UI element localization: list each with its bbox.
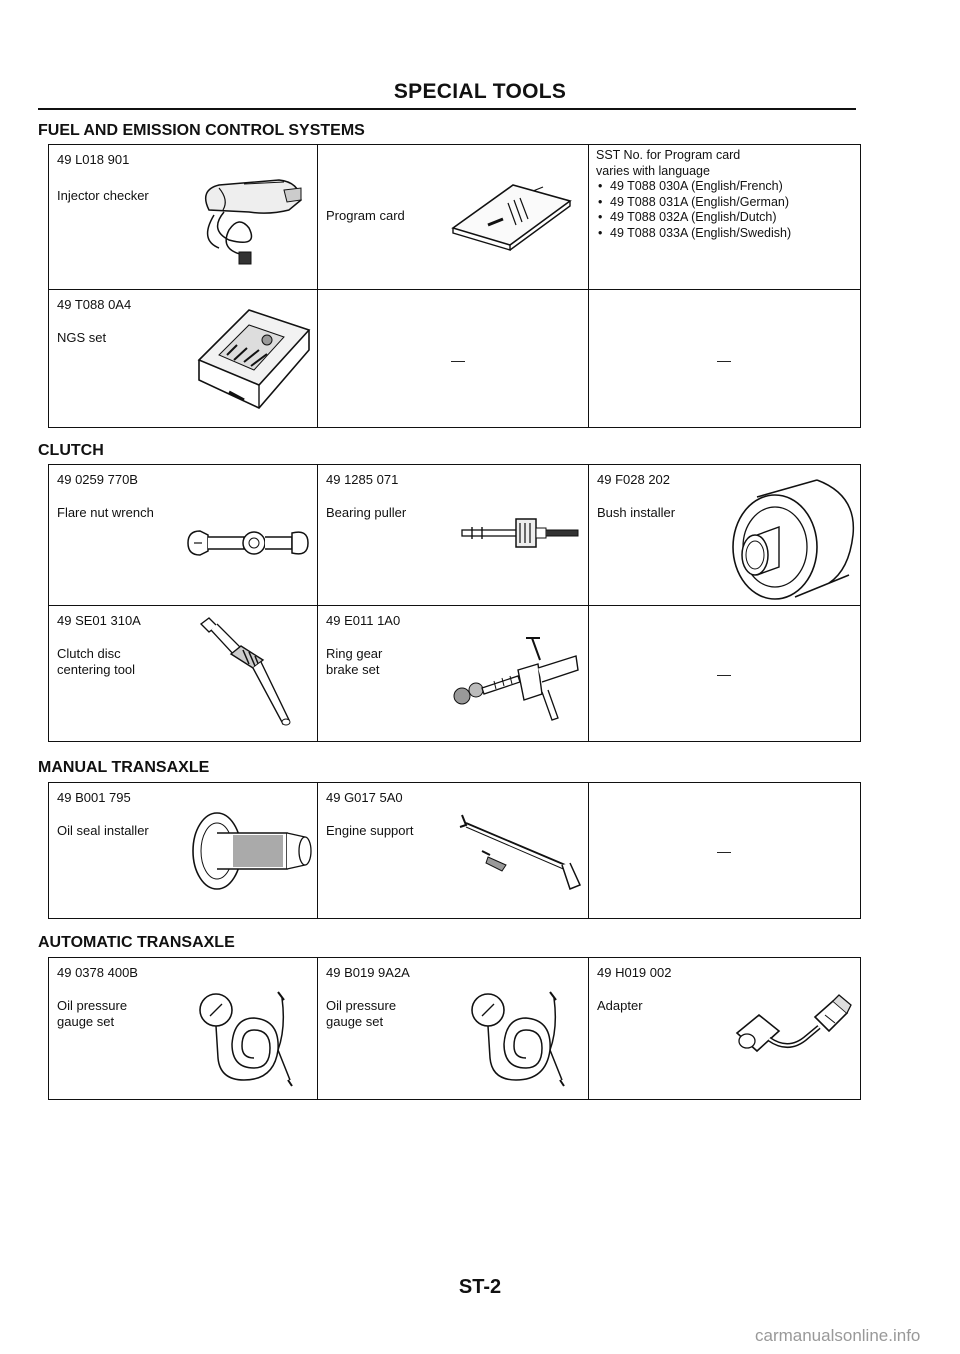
tool-cell-bearing-puller	[318, 465, 589, 606]
tool-cell-oil-seal-installer	[49, 783, 318, 919]
tool-cell-injector-checker	[49, 145, 318, 290]
part-number: 49 1285 071	[326, 472, 399, 487]
tool-name: Engine support	[326, 823, 414, 838]
section-heading-manual: MANUAL TRANSAXLE	[38, 759, 210, 776]
tool-cell-engine-support	[318, 783, 589, 919]
tool-name: Oil pressure gauge set	[326, 998, 397, 1029]
tool-cell-clutch-disc-centering-tool	[49, 606, 318, 742]
tool-name: Ring gear brake set	[326, 646, 383, 677]
tool-cell-adapter	[589, 958, 861, 1100]
ring-gear-brake-set-icon	[448, 634, 583, 729]
list-item: • 49 T088 030A (English/French)	[596, 179, 791, 195]
tool-name: Injector checker	[57, 188, 149, 203]
program-card-icon	[448, 183, 573, 253]
program-card-note	[596, 148, 791, 241]
flare-nut-wrench-icon	[184, 523, 312, 563]
section-heading-automatic: AUTOMATIC TRANSAXLE	[38, 934, 235, 951]
tool-name: Clutch disc centering tool	[57, 646, 136, 677]
automatic-tools-table	[48, 957, 861, 1100]
tool-cell-empty	[589, 290, 861, 428]
oil-pressure-gauge-icon	[194, 988, 309, 1088]
part-number: 49 0259 770B	[57, 472, 138, 487]
tool-cell-flare-nut-wrench	[49, 465, 318, 606]
tool-name: Oil seal installer	[57, 823, 149, 838]
tool-name: Program card	[326, 208, 405, 223]
part-number: 49 H019 002	[597, 965, 672, 980]
tool-cell-ngs-set	[49, 290, 318, 428]
oil-seal-installer-icon	[187, 811, 317, 891]
fuel-tools-table	[48, 144, 861, 428]
bush-installer-icon	[717, 475, 857, 600]
manual-tools-table	[48, 782, 861, 919]
list-item: • 49 T088 033A (English/Swedish)	[596, 226, 791, 242]
part-number: 49 B019 9A2A	[326, 965, 410, 980]
oil-pressure-gauge-icon	[466, 988, 581, 1088]
tool-name: Bush installer	[597, 505, 676, 520]
list-item: • 49 T088 032A (English/Dutch)	[596, 210, 791, 226]
tool-cell-program-card	[318, 145, 589, 290]
injector-checker-icon	[189, 170, 309, 275]
bearing-puller-icon	[458, 513, 583, 553]
part-number: 49 0378 400B	[57, 965, 138, 980]
page-title: SPECIAL TOOLS	[393, 80, 567, 103]
tool-name: Bearing puller	[326, 505, 407, 520]
tool-cell-oil-pressure-gauge-set-1	[49, 958, 318, 1100]
tool-cell-bush-installer	[589, 465, 861, 606]
tool-name: Oil pressure gauge set	[57, 998, 128, 1029]
part-number: 49 F028 202	[597, 472, 671, 487]
part-number: 49 T088 0A4	[57, 297, 132, 312]
tool-cell-empty	[589, 783, 861, 919]
language-list	[596, 179, 791, 241]
part-number: 49 B001 795	[57, 790, 131, 805]
page-number: ST-2	[458, 1276, 502, 1298]
tool-name: NGS set	[57, 330, 107, 345]
clutch-disc-centering-tool-icon	[191, 616, 291, 736]
tool-cell-empty	[589, 606, 861, 742]
title-rule	[38, 108, 856, 110]
empty-dash: —	[717, 666, 731, 682]
footer-watermark: carmanualsonline.info	[755, 1326, 921, 1345]
note-intro: SST No. for Program card varies with language	[596, 148, 741, 178]
section-heading-clutch: CLUTCH	[38, 442, 104, 459]
part-number: 49 G017 5A0	[326, 790, 403, 805]
engine-support-icon	[458, 811, 583, 891]
tool-cell-empty	[318, 290, 589, 428]
adapter-icon	[729, 993, 854, 1063]
part-number: 49 E011 1A0	[326, 613, 401, 628]
tool-name: Flare nut wrench	[57, 505, 154, 520]
tool-name: Adapter	[597, 998, 643, 1013]
section-heading-fuel: FUEL AND EMISSION CONTROL SYSTEMS	[38, 122, 365, 139]
part-number: 49 SE01 310A	[57, 613, 141, 628]
clutch-tools-table	[48, 464, 861, 742]
tool-cell-oil-pressure-gauge-set-2	[318, 958, 589, 1100]
tool-cell-program-card-note	[589, 145, 861, 290]
empty-dash: —	[717, 352, 731, 368]
tool-cell-ring-gear-brake-set	[318, 606, 589, 742]
part-number: 49 L018 901	[57, 152, 130, 167]
list-item: • 49 T088 031A (English/German)	[596, 195, 791, 211]
ngs-set-case-icon	[189, 300, 314, 418]
empty-dash: —	[717, 843, 731, 859]
empty-dash: —	[451, 352, 465, 368]
